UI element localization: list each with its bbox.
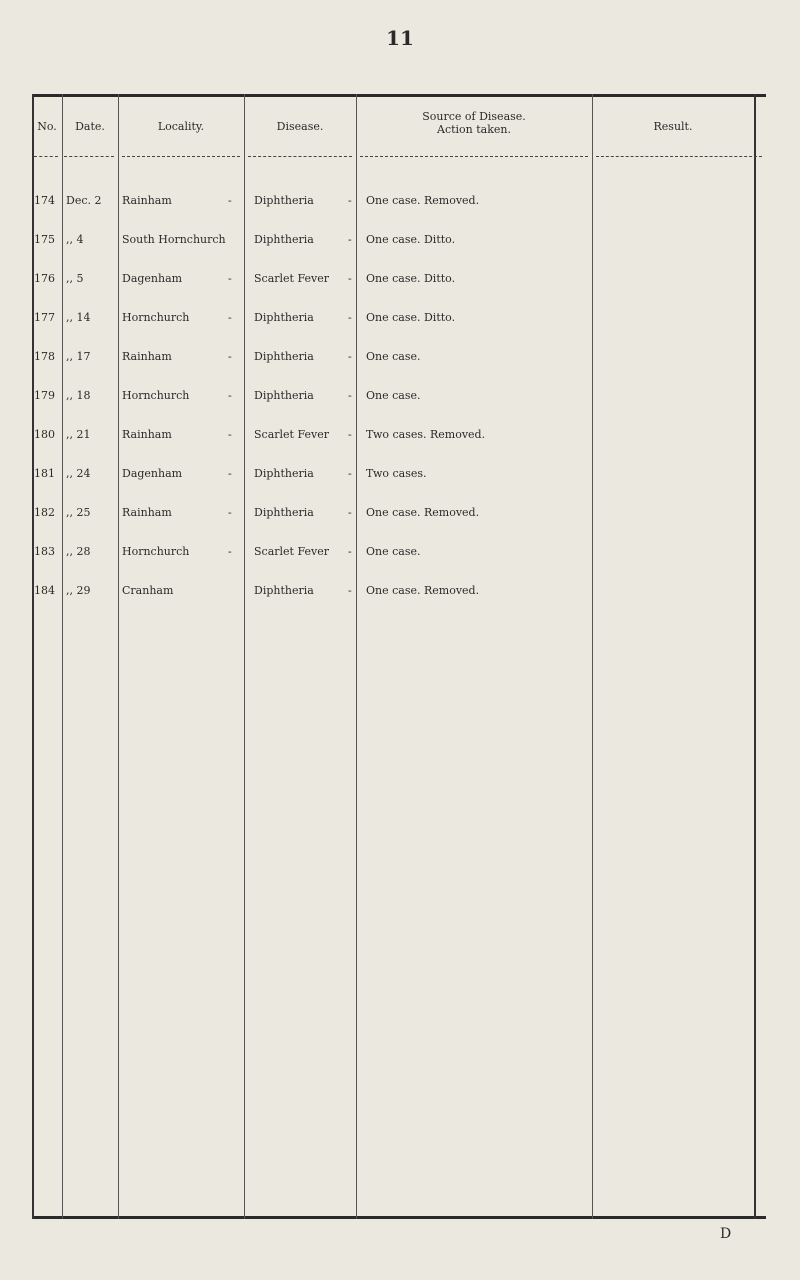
header-underline xyxy=(122,156,240,158)
row-number: 181 xyxy=(34,467,55,480)
column-rule xyxy=(754,94,756,1219)
row-locality: Hornchurch xyxy=(122,545,190,558)
table-row xyxy=(32,194,766,214)
header-no: No. xyxy=(37,120,57,133)
row-locality: Rainham xyxy=(122,194,172,207)
row-number: 176 xyxy=(34,272,55,285)
table-top-rule xyxy=(32,94,766,97)
table-row xyxy=(32,467,766,487)
disease-dash: - xyxy=(348,467,352,480)
header-disease: Disease. xyxy=(276,120,324,133)
locality-dash: - xyxy=(228,506,232,519)
table-row xyxy=(32,233,766,253)
locality-dash: - xyxy=(228,467,232,480)
row-disease: Diphtheria xyxy=(254,233,314,246)
row-locality: Hornchurch xyxy=(122,389,190,402)
header-underline xyxy=(360,156,588,158)
table-row xyxy=(32,584,766,604)
row-action: One case. xyxy=(366,389,421,402)
disease-dash: - xyxy=(348,545,352,558)
row-disease: Diphtheria xyxy=(254,350,314,363)
locality-dash: - xyxy=(228,194,232,207)
disease-dash: - xyxy=(348,194,352,207)
column-rule xyxy=(592,94,593,1219)
table-row xyxy=(32,506,766,526)
disease-dash: - xyxy=(348,272,352,285)
header-date: Date. xyxy=(75,120,105,133)
disease-dash: - xyxy=(348,506,352,519)
row-number: 180 xyxy=(34,428,55,441)
row-disease: Scarlet Fever xyxy=(254,545,329,558)
row-number: 183 xyxy=(34,545,55,558)
row-number: 182 xyxy=(34,506,55,519)
row-date: ,, 18 xyxy=(66,389,91,402)
row-action: Two cases. xyxy=(366,467,427,480)
row-number: 184 xyxy=(34,584,55,597)
disease-dash: - xyxy=(348,584,352,597)
row-date: ,, 14 xyxy=(66,311,91,324)
row-date: ,, 5 xyxy=(66,272,84,285)
disease-dash: - xyxy=(348,350,352,363)
row-action: One case. xyxy=(366,350,421,363)
row-locality: Rainham xyxy=(122,350,172,363)
row-action: One case. Removed. xyxy=(366,506,480,519)
row-locality: South Hornchurch xyxy=(122,233,226,246)
row-locality: Rainham xyxy=(122,428,172,441)
row-date: ,, 24 xyxy=(66,467,91,480)
table-row xyxy=(32,545,766,565)
row-disease: Scarlet Fever xyxy=(254,272,329,285)
row-action: One case. Removed. xyxy=(366,194,480,207)
row-action: One case. Ditto. xyxy=(366,311,456,324)
row-date: ,, 29 xyxy=(66,584,91,597)
row-date: ,, 28 xyxy=(66,545,91,558)
row-disease: Diphtheria xyxy=(254,389,314,402)
row-disease: Diphtheria xyxy=(254,194,314,207)
row-number: 175 xyxy=(34,233,55,246)
header-locality: Locality. xyxy=(157,120,205,133)
header-underline xyxy=(64,156,114,158)
locality-dash: - xyxy=(228,545,232,558)
row-disease: Diphtheria xyxy=(254,506,314,519)
header-source-line1: Source of Disease. xyxy=(422,110,526,123)
column-rule xyxy=(32,94,34,1219)
row-date: ,, 4 xyxy=(66,233,84,246)
row-disease: Scarlet Fever xyxy=(254,428,329,441)
row-locality: Hornchurch xyxy=(122,311,190,324)
row-disease: Diphtheria xyxy=(254,584,314,597)
locality-dash: - xyxy=(228,428,232,441)
column-rule xyxy=(62,94,63,1219)
row-action: One case. Removed. xyxy=(366,584,480,597)
row-action: One case. Ditto. xyxy=(366,272,456,285)
header-source-line2: Action taken. xyxy=(437,123,511,136)
table-row xyxy=(32,428,766,448)
disease-dash: - xyxy=(348,389,352,402)
table-row xyxy=(32,311,766,331)
row-locality: Cranham xyxy=(122,584,174,597)
page-number: 11 xyxy=(386,26,414,50)
header-underline xyxy=(596,156,762,158)
row-action: One case. Ditto. xyxy=(366,233,456,246)
table-row xyxy=(32,350,766,370)
header-source xyxy=(356,110,592,136)
locality-dash: - xyxy=(228,350,232,363)
row-number: 179 xyxy=(34,389,55,402)
row-action: One case. xyxy=(366,545,421,558)
row-locality: Rainham xyxy=(122,506,172,519)
notification-table xyxy=(32,94,766,1219)
row-disease: Diphtheria xyxy=(254,467,314,480)
row-number: 174 xyxy=(34,194,55,207)
table-bottom-rule xyxy=(32,1216,766,1219)
row-date: ,, 21 xyxy=(66,428,91,441)
footer-mark: D xyxy=(720,1226,732,1242)
table-row xyxy=(32,389,766,409)
row-locality: Dagenham xyxy=(122,467,183,480)
column-rule xyxy=(244,94,245,1219)
row-locality: Dagenham xyxy=(122,272,183,285)
table-row xyxy=(32,272,766,292)
locality-dash: - xyxy=(228,272,232,285)
locality-dash: - xyxy=(228,311,232,324)
row-date: ,, 17 xyxy=(66,350,91,363)
disease-dash: - xyxy=(348,428,352,441)
header-underline xyxy=(34,156,58,158)
row-date: Dec. 2 xyxy=(66,194,102,207)
locality-dash: - xyxy=(228,389,232,402)
row-number: 178 xyxy=(34,350,55,363)
header-result: Result. xyxy=(653,120,693,133)
row-action: Two cases. Removed. xyxy=(366,428,486,441)
row-number: 177 xyxy=(34,311,55,324)
disease-dash: - xyxy=(348,311,352,324)
header-underline xyxy=(248,156,352,158)
column-rule xyxy=(118,94,119,1219)
column-rule xyxy=(356,94,357,1219)
row-date: ,, 25 xyxy=(66,506,91,519)
disease-dash: - xyxy=(348,233,352,246)
row-disease: Diphtheria xyxy=(254,311,314,324)
